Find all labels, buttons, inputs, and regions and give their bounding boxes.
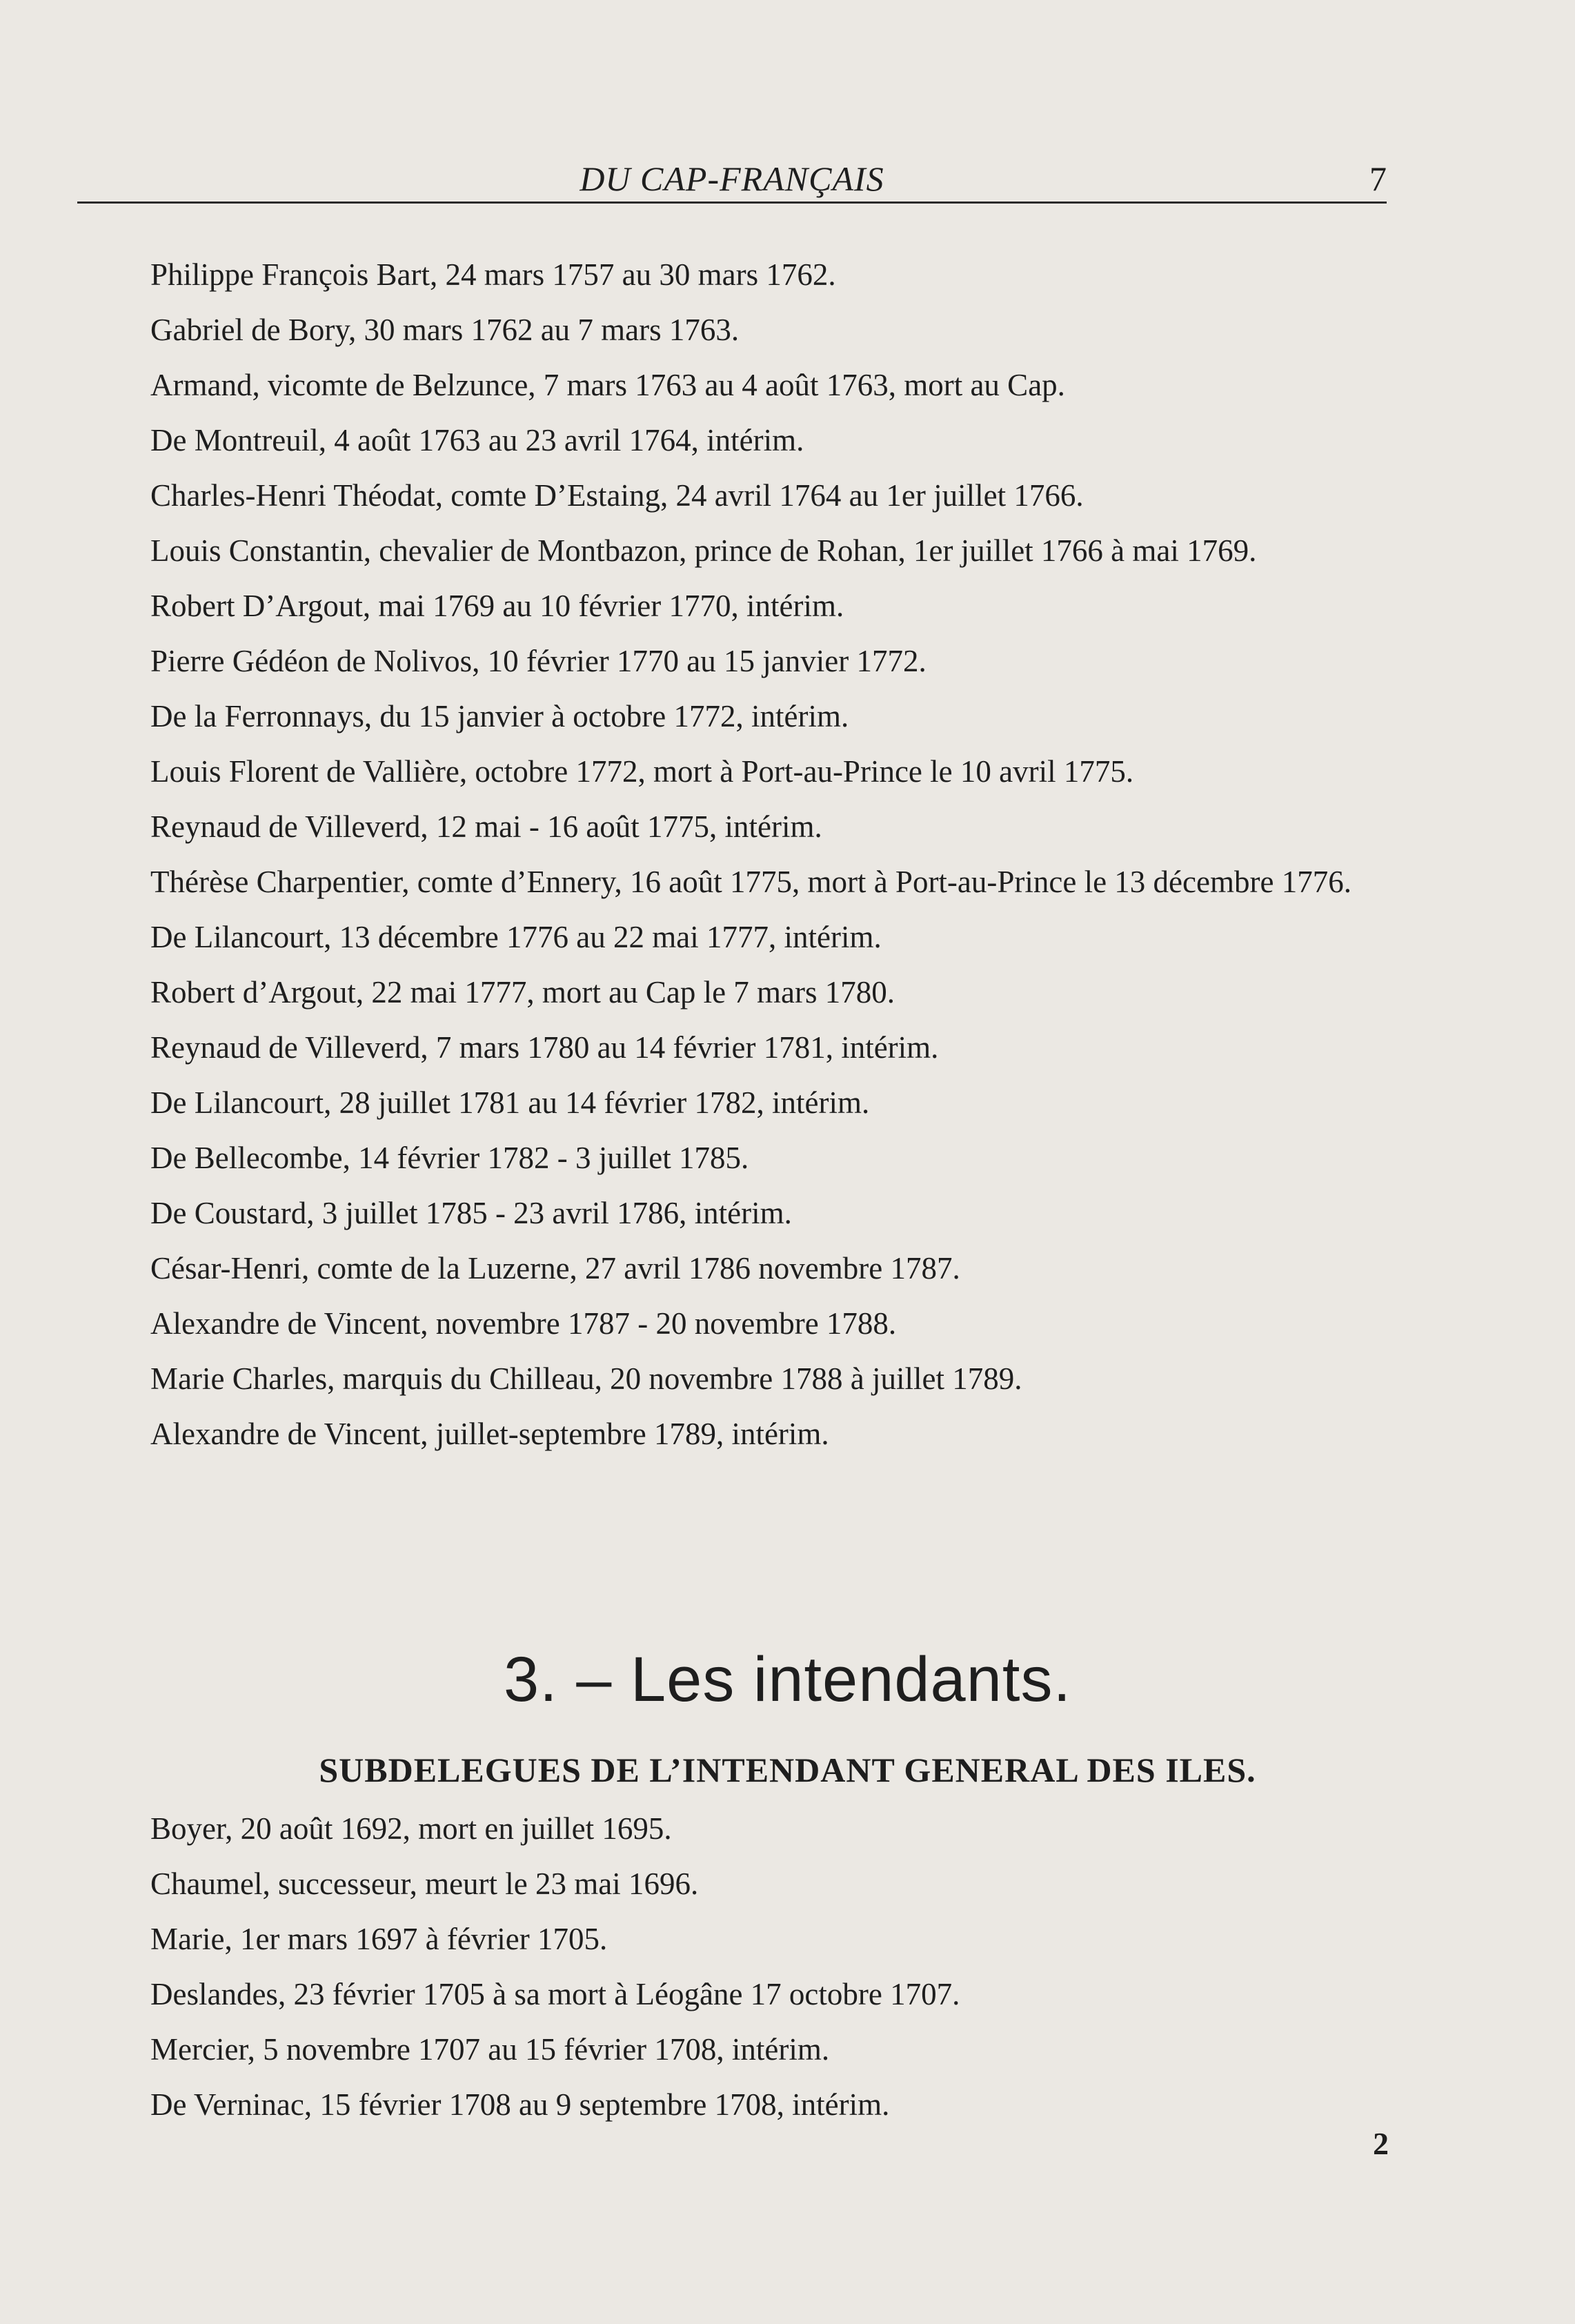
list-item: Pierre Gédéon de Nolivos, 10 février 1770 au 15 janvier 1772. (150, 644, 927, 678)
page-header (77, 153, 1387, 204)
list-item: Marie Charles, marquis du Chilleau, 20 novembre 1788 à juillet 1789. (150, 1361, 1022, 1396)
list-item: Robert d’Argout, 22 mai 1777, mort au Cap le 7 mars 1780. (150, 975, 895, 1010)
section-title: 3. – Les intendants. (503, 1644, 1072, 1715)
list-item: Mercier, 5 novembre 1707 au 15 février 1708, intérim. (150, 2032, 830, 2067)
signature-mark: 2 (1373, 2126, 1389, 2161)
list-item: Armand, vicomte de Belzunce, 7 mars 1763 au 4 août 1763, mort au Cap. (150, 368, 1065, 402)
list-item: Reynaud de Villeverd, 12 mai - 16 août 1775, intérim. (150, 809, 822, 844)
list-item: Thérèse Charpentier, comte d’Ennery, 16 août 1775, mort à Port-au-Prince le 13 décembre 1776. (150, 865, 1351, 899)
page-number: 7 (1369, 159, 1387, 198)
section-subheading: SUBDELEGUES DE L’INTENDANT GENERAL DES ILES. (319, 1751, 1256, 1789)
list-item: Marie, 1er mars 1697 à février 1705. (150, 1922, 608, 1956)
list-item: De Verninac, 15 février 1708 au 9 septembre 1708, intérim. (150, 2087, 890, 2122)
list-item: Gabriel de Bory, 30 mars 1762 au 7 mars 1763. (150, 313, 740, 347)
list-item: Alexandre de Vincent, novembre 1787 - 20 novembre 1788. (150, 1306, 897, 1341)
list-item: De Lilancourt, 13 décembre 1776 au 22 mai 1777, intérim. (150, 920, 882, 954)
running-title: DU CAP-FRANÇAIS (580, 159, 884, 198)
list-item: Chaumel, successeur, meurt le 23 mai 1696. (150, 1867, 699, 1901)
list-item: De la Ferronnays, du 15 janvier à octobre 1772, intérim. (150, 699, 849, 733)
list-item: Alexandre de Vincent, juillet-septembre 1789, intérim. (150, 1417, 829, 1451)
list-item: Louis Constantin, chevalier de Montbazon, prince de Rohan, 1er juillet 1766 à mai 1769. (150, 533, 1257, 568)
list-item: De Lilancourt, 28 juillet 1781 au 14 février 1782, intérim. (150, 1085, 870, 1120)
list-item: Reynaud de Villeverd, 7 mars 1780 au 14 février 1781, intérim. (150, 1030, 939, 1065)
list-item: Philippe François Bart, 24 mars 1757 au 30 mars 1762. (150, 257, 836, 292)
list-item: De Montreuil, 4 août 1763 au 23 avril 1764, intérim. (150, 423, 804, 457)
intendants-list (81, 1811, 1392, 2142)
list-item: De Coustard, 3 juillet 1785 - 23 avril 1786, intérim. (150, 1196, 792, 1230)
list-item: Boyer, 20 août 1692, mort en juillet 1695. (150, 1811, 672, 1846)
list-item: Charles-Henri Théodat, comte D’Estaing, 24 avril 1764 au 1er juillet 1766. (150, 478, 1084, 513)
list-item: Deslandes, 23 février 1705 à sa mort à Léogâne 17 octobre 1707. (150, 1977, 960, 2011)
list-item: César-Henri, comte de la Luzerne, 27 avril 1786 novembre 1787. (150, 1251, 960, 1286)
list-item: Robert D’Argout, mai 1769 au 10 février 1770, intérim. (150, 589, 844, 623)
list-item: Louis Florent de Vallière, octobre 1772, mort à Port-au-Prince le 10 avril 1775. (150, 754, 1134, 789)
governors-list (81, 257, 1392, 1471)
list-item: De Bellecombe, 14 février 1782 - 3 juillet 1785. (150, 1141, 749, 1175)
